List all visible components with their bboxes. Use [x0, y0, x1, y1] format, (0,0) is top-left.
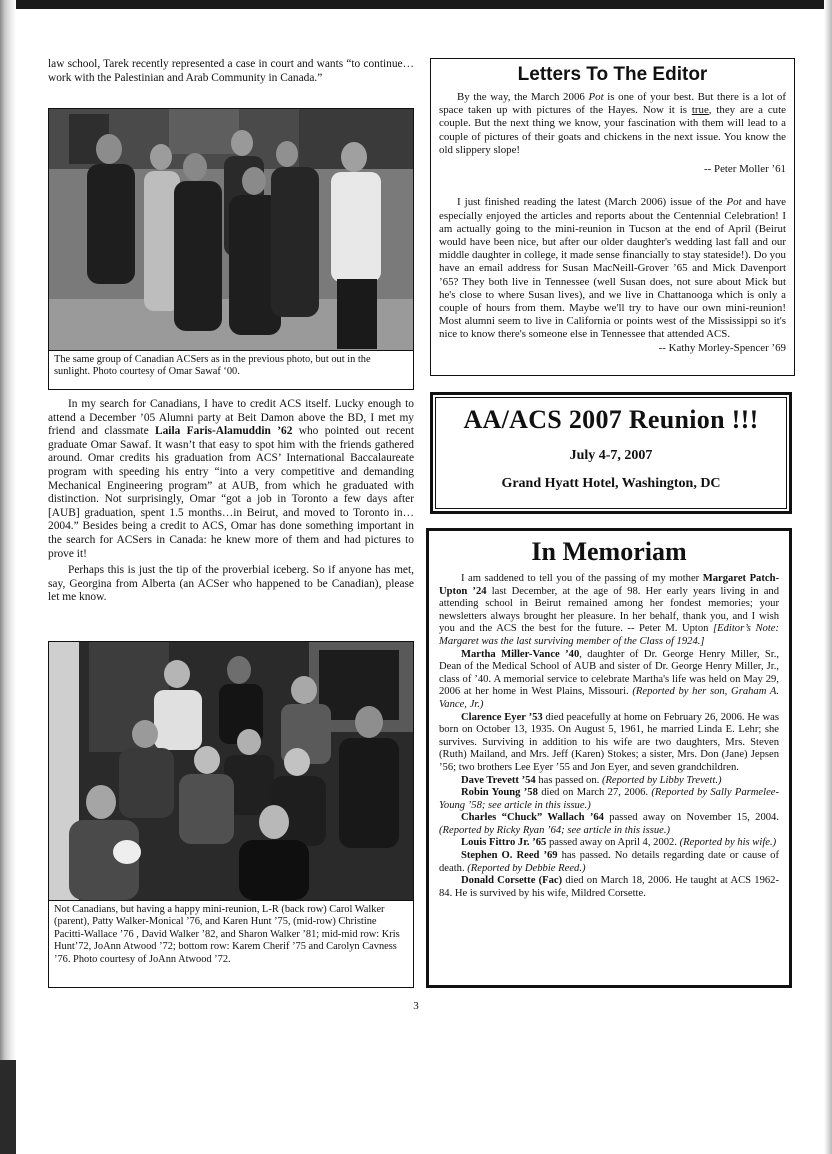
- scan-corner-shadow: [0, 1060, 16, 1154]
- entry2-name: Martha Miller-Vance ’40: [461, 648, 580, 660]
- entry4-text: has passed on.: [535, 774, 602, 786]
- reunion-dates: July 4-7, 2007: [569, 448, 653, 463]
- entry5-name: Robin Young ’58: [461, 787, 538, 799]
- memoriam-entry-4: [439, 775, 779, 788]
- letter2-text-b: and have especially enjoyed the articles and reports about the Centennial Celebration! I am actually going to the mini-reunion in Tucson at the end of April (Beirut would have been nice, but after our older daughter's wedding last fall and our middle daughter in college, it made sense financially to stay stateside!). Do you have an email address for Susan MacNeill-Grover ’65 and Mick Davenport ’65? They both live in Tennessee (well Susan does, not sure about Mick but he's close to where Susan lives), and we live in Chattanooga which is only a couple of hours from them. Maybe we'll try to have our own mini-reunion! Most alumni seem to live in California or points west of the Mississippi so it's nice to know there's someone else in Tennessee that attended ACS.: [439, 196, 786, 341]
- memoriam-entry-6: [439, 812, 779, 837]
- entry7-name: Louis Fittro Jr. ’65: [461, 837, 547, 849]
- entry8-name: Stephen O. Reed ’69: [461, 850, 558, 862]
- memoriam-entry-1: [439, 573, 779, 649]
- letters-title: Letters To The Editor: [517, 64, 708, 85]
- memoriam-entry-2: [439, 649, 779, 712]
- para1-name: Laila Faris-Alamuddin ’62: [155, 425, 293, 438]
- memoriam-title: In Memoriam: [531, 537, 687, 566]
- entry1-note: [Editor’s Note: Margaret was the last surviving member of the Class of 1924.]: [439, 623, 779, 647]
- entry6-name: Charles “Chuck” Wallach ’64: [461, 812, 604, 824]
- entry3-text: died peacefully at home on February 26, 2006. He was born on October 13, 1935. On August 5, 1961, he married Linda E. Lehr; she survives. Surviving in addition to his wife are two daughters, Mrs. Steven (Ruth) Mailand, and Mrs. Jeff (Karen) Stokes; a sister, Mrs. Don (Jane) Jepsen ’56; two brothers Lee Eyer ’55 and Jon Eyer, and seven grandchildren.: [439, 711, 779, 773]
- letter2-signature: -- Kathy Morley-Spencer ’69: [658, 341, 786, 354]
- scan-right-edge: [824, 0, 832, 1154]
- entry1-text-a: I am saddened to tell you of the passing of my mother: [461, 573, 703, 584]
- entry5-text: died on March 27, 2006.: [537, 787, 652, 799]
- entry1-name: Margaret Patch-Upton ’24: [439, 573, 779, 597]
- photo2-caption: Not Canadians, but having a happy mini-reunion, L-R (back row) Carol Walker (parent), Patty Walker-Monical ’76, and Karen Hunt ’75, (mid-row) Christine Pacitti-Wallace ’76 , David Walker ’82, and Sharon Walker ’81; mid-mid row: Kris Hunt’72, JoAnn Atwood ’72; bottom row: Karem Cherif ’75 and Carolyn Cavness ’76. Photo courtesy of JoAnn Atwood ’72.: [49, 900, 413, 968]
- entry7-note: (Reported by his wife.): [679, 837, 777, 849]
- letter1-signature: -- Peter Moller ’61: [704, 163, 786, 176]
- article-paragraph-2: Perhaps this is just the tip of the proverbial iceberg. So if anyone has met, say, Georgina from Alberta (an ACSer who happened to be Canadian), please let me know.: [48, 564, 414, 604]
- reunion-photo-image: [49, 642, 413, 900]
- para1-text-b: who pointed out recent graduate Omar Sawaf. It wasn’t that easy to spot him with the friends gathered around. Omar credits his graduation from ACS’ International Baccalaureate program with speeding his entry “into a very competitive and demanding Mechanical Engineering program” at AUB, from which he graduated with distinction. Not surprisingly, Omar “got a job in Toronto a few days after [AUB] graduation, spent 1.5 months…in Beirut, and moved to Toronto in…2004.” Besides being a credit to ACS, Omar has done something important in the search for ACSers in Canada: he knew more of them and had pictures to prove it!: [48, 425, 414, 560]
- memoriam-entry-9: [439, 875, 779, 900]
- entry9-name: Donald Corsette (Fac): [461, 875, 563, 887]
- scan-binding-shadow: [0, 0, 16, 1154]
- entry9-text: died on March 18, 2006. He taught at ACS 1962-84. He is survived by his wife, Mildred Corsette.: [439, 875, 780, 899]
- letters-to-editor-box: [430, 58, 795, 376]
- entry2-note: (Reported by her son, Graham A. Vance, Jr.): [439, 686, 779, 710]
- letter-1: [439, 91, 786, 157]
- reunion-venue: Grand Hyatt Hotel, Washington, DC: [501, 476, 721, 491]
- entry8-text: has passed. No details regarding date or cause of death.: [439, 850, 780, 874]
- memoriam-entry-5: [439, 787, 779, 812]
- reunion-announcement-box: [430, 392, 792, 514]
- memoriam-entry-7: [439, 837, 779, 850]
- memoriam-entry-3: [439, 712, 779, 775]
- reunion-title: AA/ACS 2007 Reunion !!!: [463, 405, 759, 434]
- letter1-text-c: , they are a cute couple. But the next thing we know, your fascination with them will lead to a couple of pictures of their goats and chickens in the next issue. You know the old slippery slope!: [439, 104, 786, 156]
- letter2-text-a: I just finished reading the latest (March 2006) issue of the: [457, 196, 727, 209]
- photo-mini-reunion: [48, 641, 414, 988]
- letter1-text-b: is one of your best. But there is a lot of space taken up with pictures of the Hayes. Now it is: [439, 91, 786, 117]
- entry3-name: Clarence Eyer ’53: [461, 711, 543, 723]
- photo1-caption: The same group of Canadian ACSers as in the previous photo, but out in the sunlight. Photo courtesy of Omar Sawaf ‘00.: [49, 350, 413, 381]
- entry6-text: passed away on November 15, 2004.: [603, 812, 779, 824]
- entry5-note: (Reported by Sally Parmelee-Young ’58; see article in this issue.): [439, 787, 780, 811]
- letter-2: [439, 196, 786, 341]
- left-column-article: [48, 398, 414, 605]
- entry7-text: passed away on April 4, 2002.: [546, 837, 680, 849]
- page-number: 3: [413, 1000, 419, 1012]
- letter1-text-a: By the way, the March 2006: [457, 91, 589, 103]
- entry4-note: (Reported by Libby Trevett.): [601, 774, 722, 786]
- letter2-pot: Pot: [726, 196, 742, 209]
- letter1-pot: Pot: [588, 91, 604, 103]
- scan-top-edge: [0, 0, 832, 9]
- entry6-note: (Reported by Ricky Ryan ’64; see article in this issue.): [439, 824, 671, 836]
- entry8-note: (Reported by Debbie Reed.): [467, 862, 586, 874]
- entry1-text-b: last December, at the age of 98. Her early years living in and attending school in Beirut remained among her fondest memories; your newsletters always brought her pleasure. In her behalf, thank you, and I wish you and the ACS the best for the future. -- Peter M. Upton: [439, 585, 780, 635]
- left-column-intro: [48, 58, 414, 85]
- memoriam-entry-8: [439, 850, 779, 875]
- para1-text-a: In my search for Canadians, I have to credit ACS itself. Lucky enough to attend a December ’05 Alumni party at Beit Damon above the BD, I met my friend and classmate: [48, 398, 414, 438]
- group-photo-image: [49, 109, 413, 350]
- entry4-name: Dave Trevett ’54: [461, 774, 536, 786]
- article-paragraph-1: [48, 398, 414, 561]
- photo-canadian-group: [48, 108, 414, 390]
- intro-paragraph: law school, Tarek recently represented a case in court and wants “to continue…work with the Palestinian and Arab Community in Canada.”: [48, 58, 414, 84]
- letter1-true: true: [691, 104, 709, 117]
- in-memoriam-box: [426, 528, 792, 988]
- entry2-text: , daughter of Dr. George Henry Miller, Sr., Dean of the Medical School of AUB and sister of Dr. George Henry Miller, Jr., class of ’40. A memorial service to celebrate Martha's life was held on May 29, 2006 at her home in West Plains, Missouri.: [439, 648, 779, 698]
